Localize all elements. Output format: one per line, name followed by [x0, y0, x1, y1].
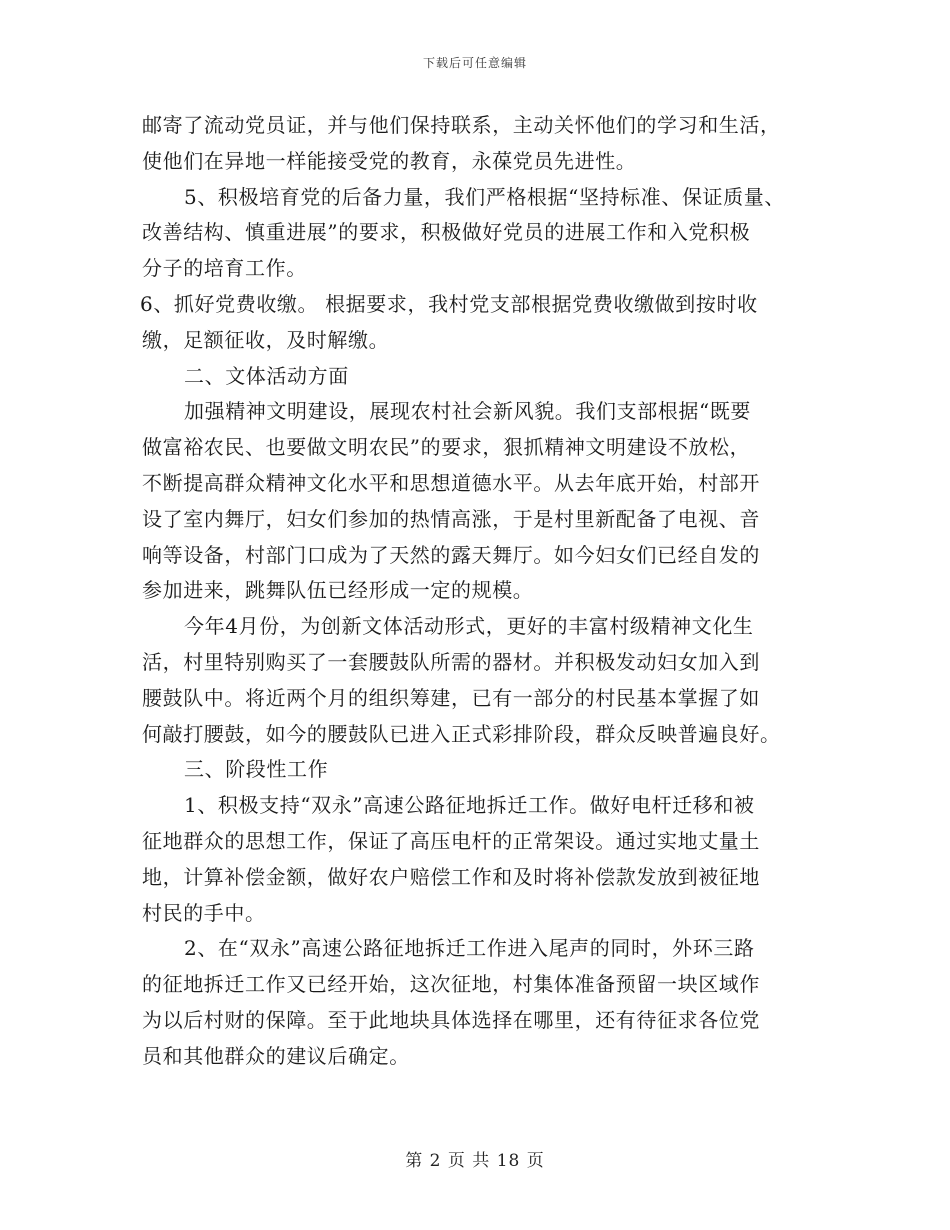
- text-line: 的征地拆迁工作又已经开始，这次征地，村集体准备预留一块区域作: [142, 972, 760, 997]
- text-line: 为以后村财的保障。至于此地块具体选择在哪里，还有待征求各位党: [142, 1007, 760, 1032]
- page-number: 第 2 页 共 18 页: [405, 1151, 545, 1171]
- text-line: 响等设备，村部门口成为了天然的露天舞厅。如今妇女们已经自发的: [142, 542, 760, 567]
- body-text: [142, 108, 822, 1075]
- text-line: 村民的手中。: [142, 900, 266, 925]
- text-line: 参加进来，跳舞队伍已经形成一定的规模。: [142, 578, 534, 603]
- section-heading: 三、阶段性工作: [184, 757, 329, 782]
- text-line: 邮寄了流动党员证，并与他们保持联系，主动关怀他们的学习和生活，: [142, 113, 781, 137]
- header-note: 下载后可任意编辑: [422, 56, 527, 70]
- text-line: 活，村里特别购买了一套腰鼓队所需的器材。并积极发动妇女加入到: [142, 649, 760, 674]
- text-line: 今年4月份，为创新文体活动形式，更好的丰富村级精神文化生: [184, 614, 754, 639]
- text-line: 6、抓好党费收缴。 根据要求，我村党支部根据党费收缴做到按时收: [140, 291, 758, 316]
- text-line: 做富裕农民、也要做文明农民”的要求，狠抓精神文明建设不放松，: [142, 435, 751, 460]
- text-line: 2、在“双永”高速公路征地拆迁工作进入尾声的同时，外环三路: [184, 936, 755, 961]
- section-heading: 二、文体活动方面: [184, 363, 349, 388]
- text-line: 分子的培育工作。: [142, 256, 307, 281]
- text-line: 缴，足额征收，及时解缴。: [142, 327, 390, 352]
- text-line: 改善结构、慎重进展”的要求，积极做好党员的进展工作和入党积极: [142, 220, 751, 245]
- text-line: 征地群众的思想工作，保证了高压电杆的正常架设。通过实地丈量土: [142, 828, 760, 853]
- text-line: 腰鼓队中。将近两个月的组织筹建，已有一部分的村民基本掌握了如: [142, 685, 760, 710]
- text-line: 5、积极培育党的后备力量，我们严格根据“坚持标准、保证质量、: [184, 184, 785, 209]
- text-line: 设了室内舞厅，妇女们参加的热情高涨，于是村里新配备了电视、音: [142, 506, 760, 531]
- text-line: 加强精神文明建设，展现农村社会新风貌。我们支部根据“既要: [184, 399, 752, 424]
- text-line: 1、积极支持“双永”高速公路征地拆迁工作。做好电杆迁移和被: [184, 793, 755, 818]
- text-line: 不断提高群众精神文化水平和思想道德水平。从去年底开始，村部开: [142, 470, 760, 495]
- text-line: 员和其他群众的建议后确定。: [142, 1043, 410, 1068]
- text-line: 地，计算补偿金额，做好农户赔偿工作和及时将补偿款发放到被征地: [142, 864, 760, 889]
- text-line: 使他们在异地一样能接受党的教育，永葆党员先进性。: [142, 148, 637, 173]
- text-line: 何敲打腰鼓，如今的腰鼓队已进入正式彩排阶段，群众反映普遍良好。: [142, 721, 781, 746]
